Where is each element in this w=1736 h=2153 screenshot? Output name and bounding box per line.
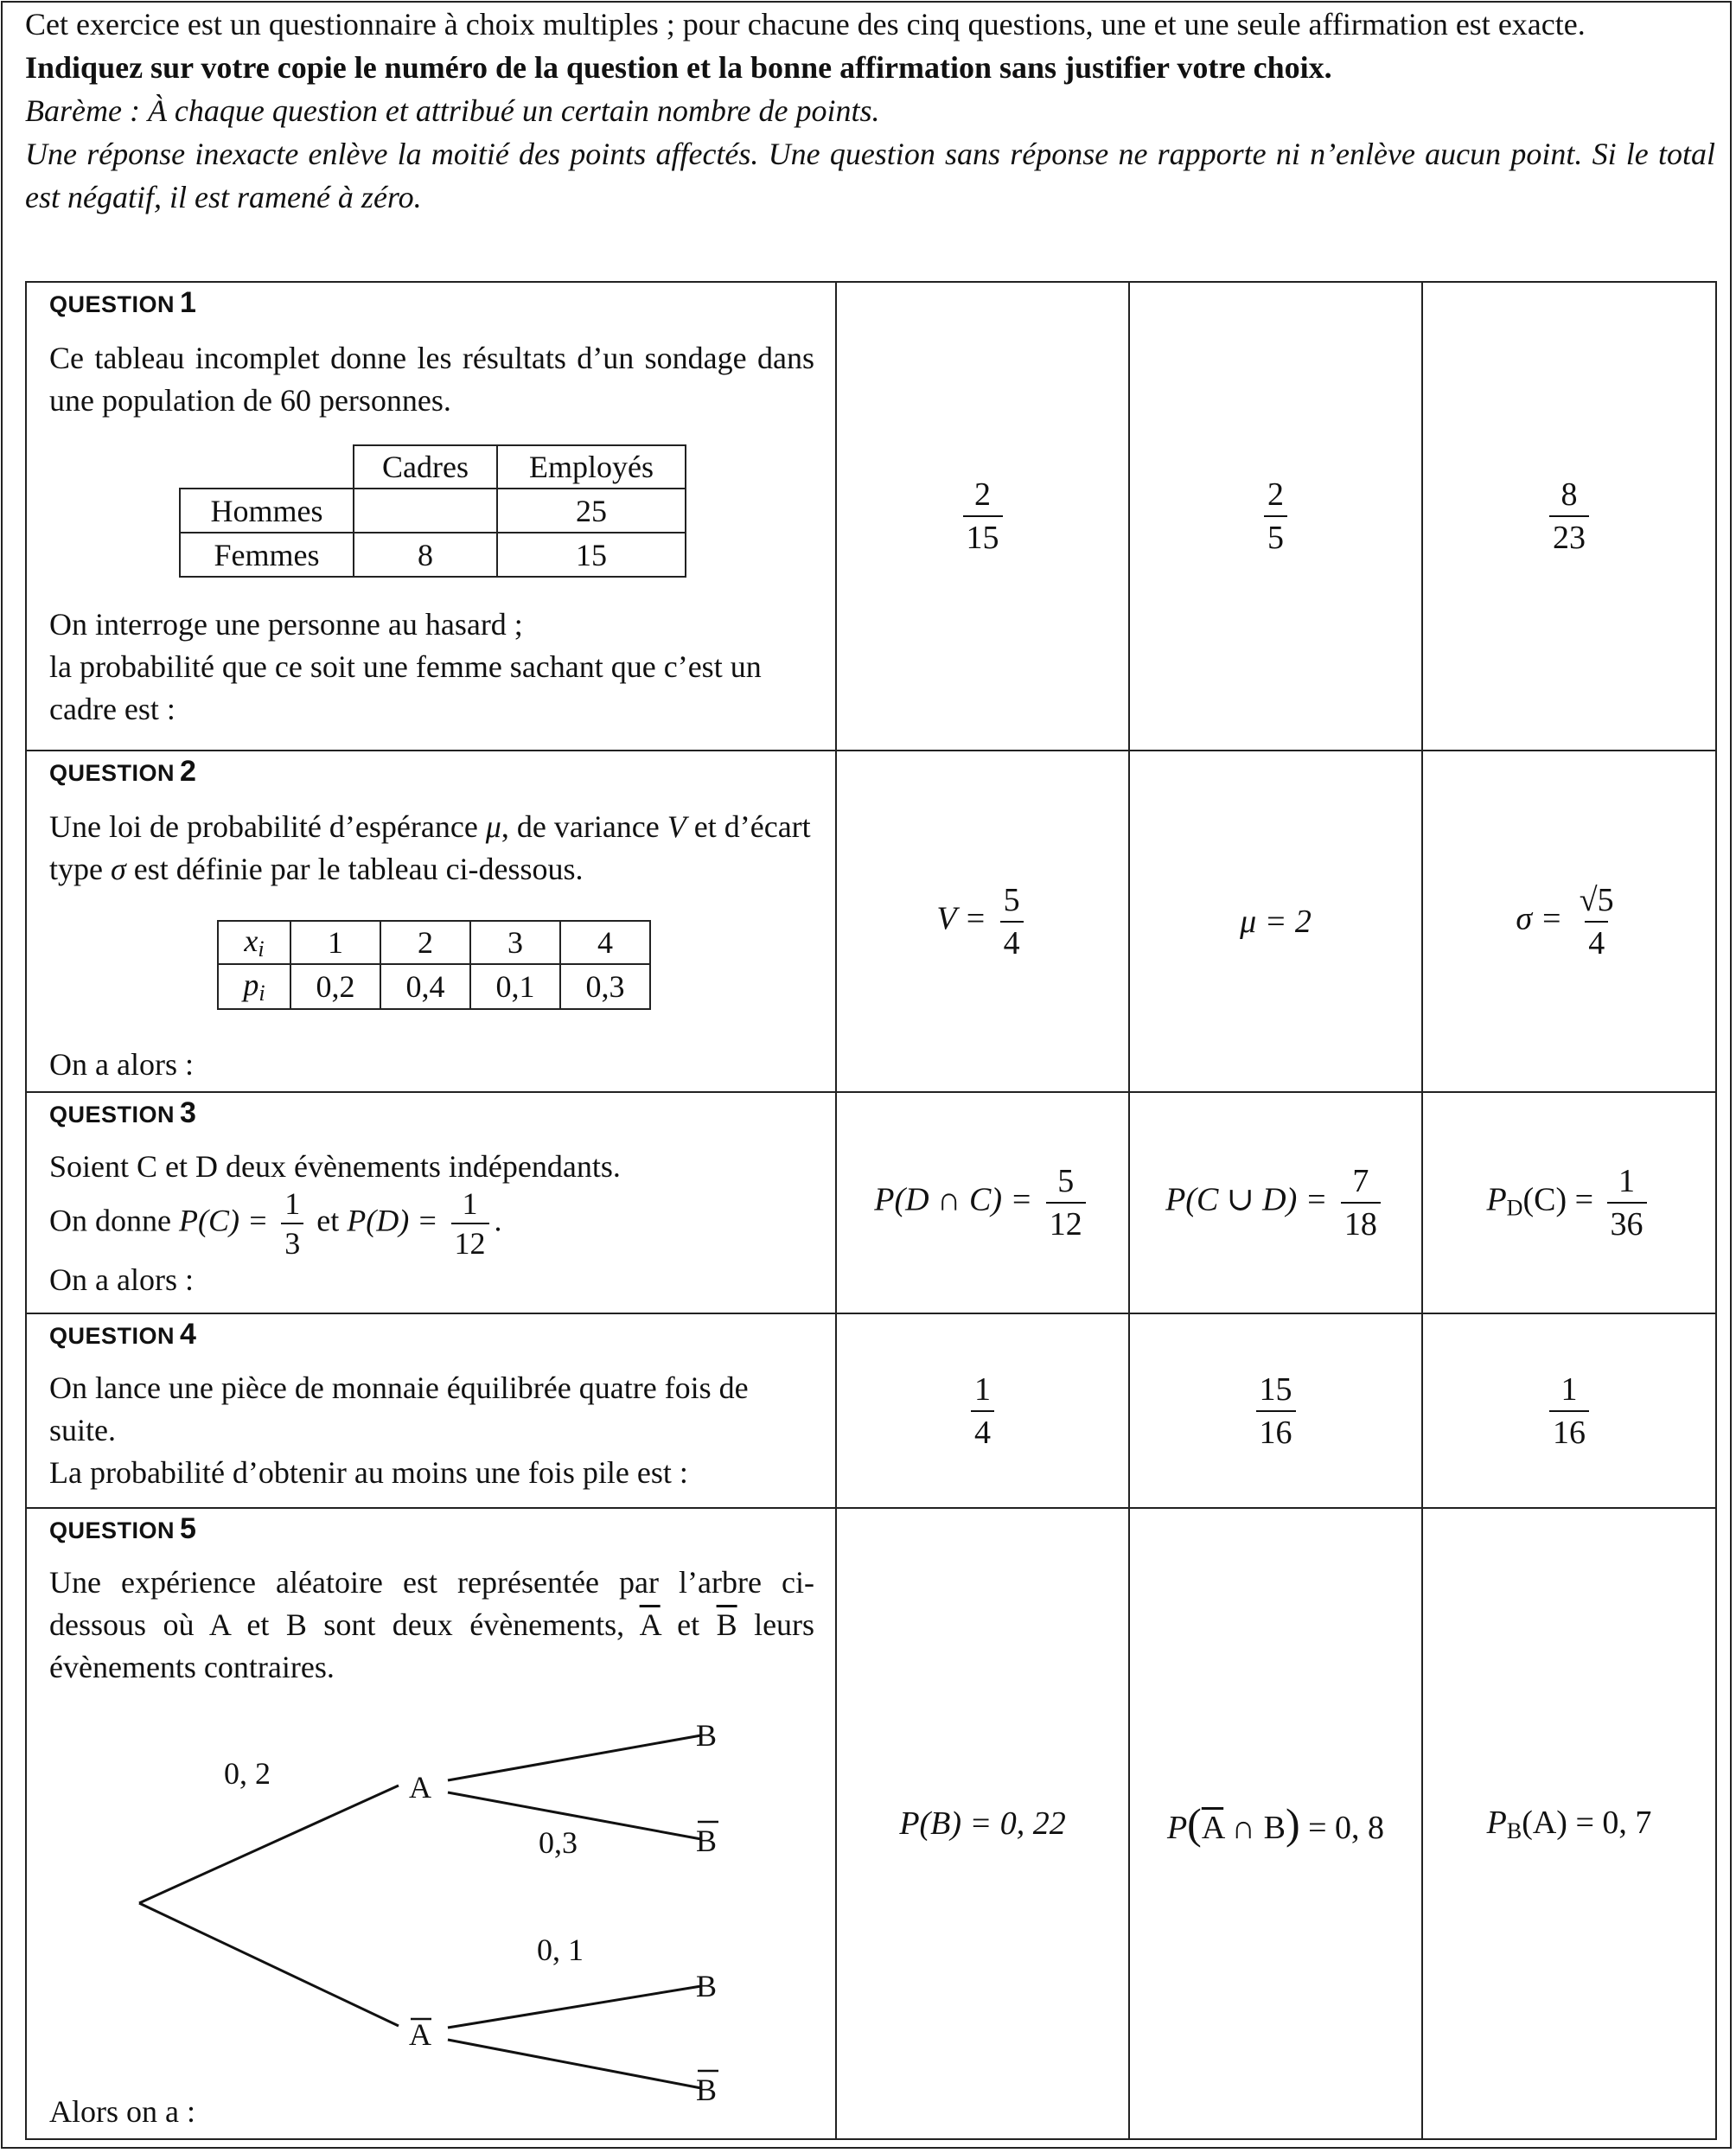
tree-node-a: A <box>409 1770 431 1805</box>
tree-branch-abar-b <box>448 1986 701 2028</box>
x-value: 3 <box>470 921 560 964</box>
distribution-table <box>217 920 651 1010</box>
tree-node-abar: A <box>409 2017 431 2052</box>
survey-table <box>179 444 686 578</box>
tree-branch-a-b <box>448 1735 701 1780</box>
cell-femmes-employes: 15 <box>497 533 686 577</box>
question-5-statement <box>26 1508 836 2139</box>
col-header-cadres: Cadres <box>354 445 497 489</box>
tree-branch-root-a <box>139 1786 399 1903</box>
p-value: 0,4 <box>380 964 470 1009</box>
question-4-answer-b[interactable]: $\frac{15}{16}$ <box>1129 1313 1422 1508</box>
question-2-row <box>26 751 1716 1092</box>
question-2-answer-c[interactable]: σ = $\frac{√5}{4}$ <box>1422 751 1716 1092</box>
p-value: 0,3 <box>560 964 650 1009</box>
tree-leaf-b: B <box>696 1969 718 2003</box>
x-value: 1 <box>290 921 380 964</box>
cell-hommes-cadres <box>354 489 497 533</box>
col-header-employes: Employés <box>497 445 686 489</box>
qcm-table <box>25 281 1717 2140</box>
question-2-answer-a[interactable]: V = $\frac{5}{4}$ <box>836 751 1129 1092</box>
question-1-text-c: la probabilité que ce soit une femme sachant que c’est un cadre est : <box>49 649 762 726</box>
question-3-header: QUESTION 3 <box>49 1096 197 1129</box>
question-3-answer-b[interactable]: P(C ∪ D) = $\frac{7}{18}$ <box>1129 1092 1422 1313</box>
question-2-text: Une loi de probabilité d’espérance μ, de variance V et d’écart type σ est définie par le tableau ci-dessous. <box>49 809 811 886</box>
cell-hommes-employes: 25 <box>497 489 686 533</box>
question-4-answer-c[interactable]: $\frac{1}{16}$ <box>1422 1313 1716 1508</box>
question-1-answer-b[interactable]: $\frac{2}{5}$ <box>1129 282 1422 751</box>
question-3-answer-c[interactable]: $P_D(C)$ = $\frac{1}{36}$ <box>1422 1092 1716 1313</box>
question-4-text: On lance une pièce de monnaie équilibrée quatre fois de suite. <box>49 1370 749 1447</box>
question-1-statement <box>26 282 836 751</box>
question-4-answer-a[interactable]: $\frac{1}{4}$ <box>836 1313 1129 1508</box>
question-3-text: Soient C et D deux évènements indépendants. <box>49 1149 621 1184</box>
question-3-answer-a[interactable]: P(D ∩ C) = $\frac{5}{12}$ <box>836 1092 1129 1313</box>
tree-leaf-bbar: B <box>696 2073 718 2107</box>
question-2-text-e: On a alors : <box>49 1047 194 1082</box>
question-2-answer-b[interactable]: μ = 2 <box>1129 751 1422 1092</box>
p-value: 0,2 <box>290 964 380 1009</box>
tree-leaf-b: B <box>696 1718 718 1753</box>
question-5-text-c: Alors on a : <box>49 2094 195 2129</box>
question-5-answer-c[interactable]: $P_B(A) = 0$, 7 <box>1422 1508 1716 2139</box>
question-5-row <box>26 1508 1716 2139</box>
probability-tree <box>27 1709 805 2107</box>
p-label: $p_i$ <box>218 964 290 1009</box>
row-header-femmes: Femmes <box>180 533 354 577</box>
p-value: 0,1 <box>470 964 560 1009</box>
x-value: 2 <box>380 921 470 964</box>
question-1-row <box>26 282 1716 751</box>
instructions-line-3: Barème : À chaque question et attribué un certain nombre de points. <box>25 93 880 128</box>
question-1-text-b: On interroge une personne au hasard ; <box>49 607 523 642</box>
tree-leaf-bbar: B <box>696 1824 718 1858</box>
instructions-line-4: Une réponse inexacte enlève la moitié des points affectés. Une question sans réponse ne rapporte ni n’enlève aucun point. Si le total est négatif, il est ramené à zéro. <box>25 137 1715 214</box>
tree-branch-root-abar <box>139 1903 399 2026</box>
question-1-answer-a[interactable]: $\frac{2}{15}$ <box>836 282 1129 751</box>
question-1-text: Ce tableau incomplet donne les résultats d’un sondage dans une population de 60 personnes. <box>49 341 814 418</box>
question-5-text: Une expérience aléatoire est représentée par l’arbre ci-dessous où A et B sont deux évènements, $\overline{A}$ et $\overline{B}$ leurs évènements contraires. <box>49 1565 815 1684</box>
question-5-answer-b[interactable]: $P(\overline{A}$ ∩ B) = 0, 8 <box>1129 1508 1422 2139</box>
instructions-line-1: Cet exercice est un questionnaire à choix multiples ; pour chacune des cinq questions, une et une seule affirmation est exacte. <box>25 7 1586 42</box>
question-4-header: QUESTION 4 <box>49 1318 197 1351</box>
cell-femmes-cadres: 8 <box>354 533 497 577</box>
question-3-given: On donne P(C) = $\frac{1}{3}$ et P(D) = $\frac{1}{12}$ . <box>49 1186 502 1261</box>
question-2-statement <box>26 751 836 1092</box>
exercise-page <box>1 1 1732 2149</box>
tree-branch-abar-bbar <box>448 2040 701 2088</box>
question-4-text-b: La probabilité d’obtenir au moins une fois pile est : <box>49 1455 688 1490</box>
row-header-hommes: Hommes <box>180 489 354 533</box>
tree-label-p-a: 0, 2 <box>224 1756 271 1791</box>
tree-label-p-a-bbar: 0,3 <box>539 1825 578 1860</box>
x-value: 4 <box>560 921 650 964</box>
question-4-statement <box>26 1313 836 1508</box>
question-2-header: QUESTION 2 <box>49 755 197 788</box>
question-1-answer-c[interactable]: $\frac{8}{23}$ <box>1422 282 1716 751</box>
tree-label-p-abar-b: 0, 1 <box>537 1933 584 1967</box>
question-3-statement <box>26 1092 836 1313</box>
instructions-line-2: Indiquez sur votre copie le numéro de la question et la bonne affirmation sans justifier votre choix. <box>25 50 1332 85</box>
x-label: $x_i$ <box>218 921 290 964</box>
question-3-row <box>26 1092 1716 1313</box>
question-3-text-c: On a alors : <box>49 1262 194 1297</box>
question-4-row <box>26 1313 1716 1508</box>
instructions <box>25 3 1715 219</box>
question-1-header: QUESTION 1 <box>49 286 197 319</box>
question-5-answer-a[interactable]: P(B) = 0, 22 <box>836 1508 1129 2139</box>
question-5-header: QUESTION 5 <box>49 1512 197 1545</box>
